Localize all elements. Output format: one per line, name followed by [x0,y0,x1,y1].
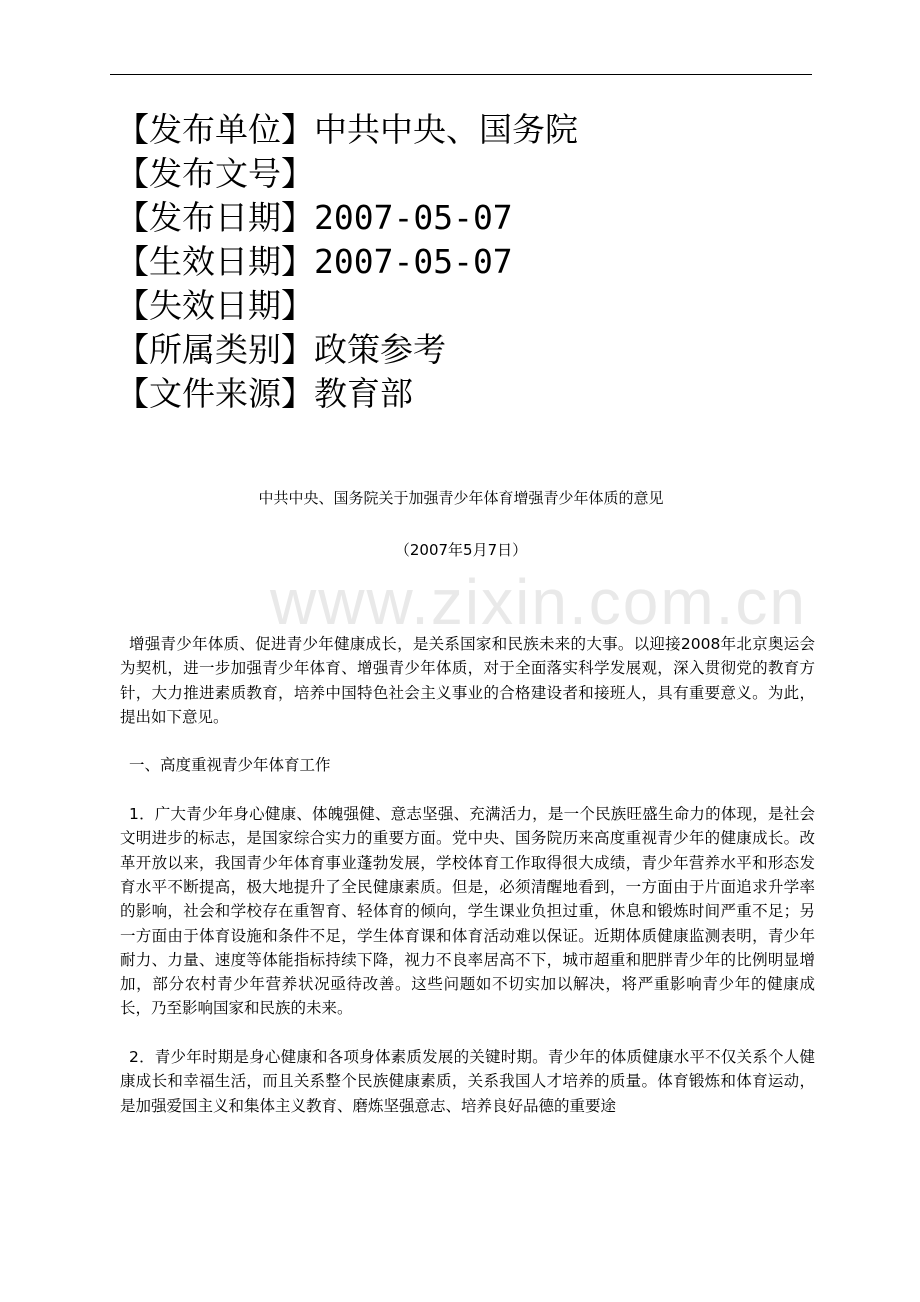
meta-issuer [116,108,816,152]
watermark-text: www.zixin.com.cn [270,566,807,638]
meta-issuer-label: 【发布单位】 [116,110,314,149]
meta-publish-date [116,196,816,240]
meta-doc-number-label: 【发布文号】 [116,154,314,193]
meta-category-value: 政策参考 [314,330,446,369]
meta-publish-date-label: 【发布日期】 [116,198,314,237]
header-rule [110,74,812,75]
meta-doc-number [116,152,816,196]
document-date: （2007年5月7日） [394,541,528,559]
intro-paragraph: 增强青少年体质、促进青少年健康成长，是关系国家和民族未来的大事。以迎接2008年北京奥运会为契机，进一步加强青少年体育、增强青少年体质，对于全面落实科学发展观，深入贯彻党的教育方针，大力推进素质教育，培养中国特色社会主义事业的合格建设者和接班人，具有重要意义。为此，提出如下意见。 [120,635,815,726]
section-heading-1: 一、高度重视青少年体育工作 [129,756,331,775]
meta-publish-date-value: 2007-05-07 [314,198,513,237]
meta-effective-date [116,240,816,284]
meta-source-label: 【文件来源】 [116,374,314,413]
meta-effective-date-value: 2007-05-07 [314,242,513,281]
document-body [120,632,815,1142]
meta-expiry-date-label: 【失效日期】 [116,286,314,325]
meta-source [116,372,816,416]
meta-source-value: 教育部 [314,374,413,413]
meta-effective-date-label: 【生效日期】 [116,242,314,281]
meta-category [116,328,816,372]
paragraph-1: 1．广大青少年身心健康、体魄强健、意志坚强、充满活力，是一个民族旺盛生命力的体现，是社会文明进步的标志，是国家综合实力的重要方面。党中央、国务院历来高度重视青少年的健康成长。改革开放以来，我国青少年体育事业蓬勃发展，学校体育工作取得很大成绩，青少年营养水平和形态发育水平不断提高，极大地提升了全民健康素质。但是，必须清醒地看到，一方面由于片面追求升学率的影响，社会和学校存在重智育、轻体育的倾向，学生课业负担过重，休息和锻炼时间严重不足；另一方面由于体育设施和条件不足，学生体育课和体育活动难以保证。近期体质健康监测表明，青少年耐力、力量、速度等体能指标持续下降，视力不良率居高不下，城市超重和肥胖青少年的比例明显增加，部分农村青少年营养状况亟待改善。这些问题如不切实加以解决，将严重影响青少年的健康成长，乃至影响国家和民族的未来。 [120,805,815,1018]
paragraph-2: 2．青少年时期是身心健康和各项身体素质发展的关键时期。青少年的体质健康水平不仅关系个人健康成长和幸福生活，而且关系整个民族健康素质，关系我国人才培养的质量。体育锻炼和体育运动，是加强爱国主义和集体主义教育、磨炼坚强意志、培养良好品德的重要途 [120,1048,815,1115]
meta-issuer-value: 中共中央、国务院 [314,110,578,149]
meta-expiry-date [116,284,816,328]
metadata-block [116,108,816,416]
document-title: 中共中央、国务院关于加强青少年体育增强青少年体质的意见 [258,489,664,507]
meta-category-label: 【所属类别】 [116,330,314,369]
